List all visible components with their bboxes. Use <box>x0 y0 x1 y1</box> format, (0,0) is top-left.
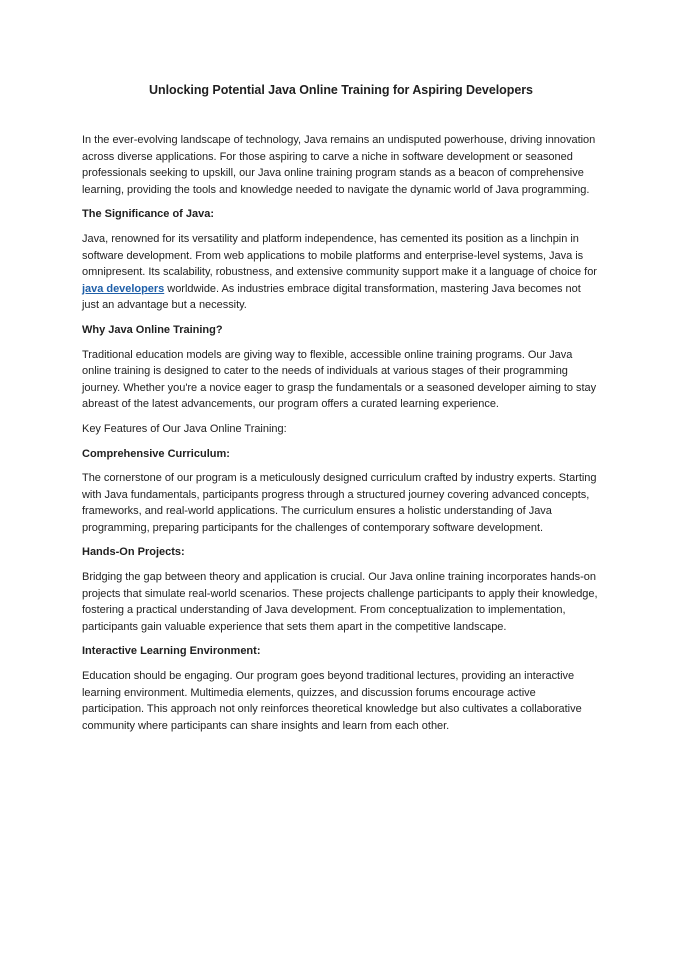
key-features-intro: Key Features of Our Java Online Training: <box>82 422 287 435</box>
significance-heading: The Significance of Java: <box>82 208 215 221</box>
intro-paragraph: In the ever-evolving landscape of technology, Java remains an undisputed powerhouse, driving innovation across diverse applications. For those aspiring to carve a niche in software development or seasoned professionals seeking to upskill, our Java online training program stands as a beacon of comprehensive learning, providing the tools and knowledge needed to navigate the dynamic world of Java programming. <box>82 134 596 196</box>
curriculum-heading: Comprehensive Curriculum: <box>82 447 230 460</box>
java-developers-link[interactable]: java developers <box>82 282 165 295</box>
why-training-paragraph: Traditional education models are giving way to flexible, accessible online training programs. Our Java online training is designed to cater to the needs of individuals at various stages of their programming journey. Whether you're a novice eager to grasp the fundamentals or a seasoned developer aiming to stay abreast of the latest advancements, our program offers a curated learning experience. <box>82 348 597 411</box>
projects-heading: Hands-On Projects: <box>82 546 185 559</box>
projects-paragraph: Bridging the gap between theory and application is crucial. Our Java online training incorporates hands-on projects that simulate real-world scenarios. These projects challenge participants to apply their knowledge, fostering a practical understanding of Java development. From conceptualization to implementation, participants gain valuable experience that sets them apart in the competitive landscape. <box>82 571 598 633</box>
significance-text-before-link: Java, renowned for its versatility and platform independence, has cemented its position as a linchpin in software development. From web applications to mobile platforms and enterprise-level systems, Java is omnipresent. Its scalability, robustness, and extensive community support make it a language of choice for <box>82 232 597 279</box>
why-training-heading: Why Java Online Training? <box>82 323 223 336</box>
interactive-heading: Interactive Learning Environment: <box>82 645 261 658</box>
significance-paragraph <box>82 231 600 314</box>
article-content <box>82 82 600 742</box>
interactive-paragraph: Education should be engaging. Our program goes beyond traditional lectures, providing an interactive learning environment. Multimedia elements, quizzes, and discussion forums encourage active participation. This approach not only reinforces theoretical knowledge but also cultivates a collaborative community where participants can share insights and learn from each other. <box>82 670 582 732</box>
curriculum-paragraph: The cornerstone of our program is a meticulously designed curriculum crafted by industry experts. Starting with Java fundamentals, participants progress through a structured journey covering advanced concepts, frameworks, and real-world applications. The curriculum ensures a holistic understanding of Java programming, preparing participants for the challenges of contemporary software development. <box>82 472 597 534</box>
document-title: Unlocking Potential Java Online Training for Aspiring Developers <box>149 83 533 97</box>
significance-text-after-link: worldwide. As industries embrace digital transformation, mastering Java becomes not just an advantage but a necessity. <box>82 282 581 312</box>
